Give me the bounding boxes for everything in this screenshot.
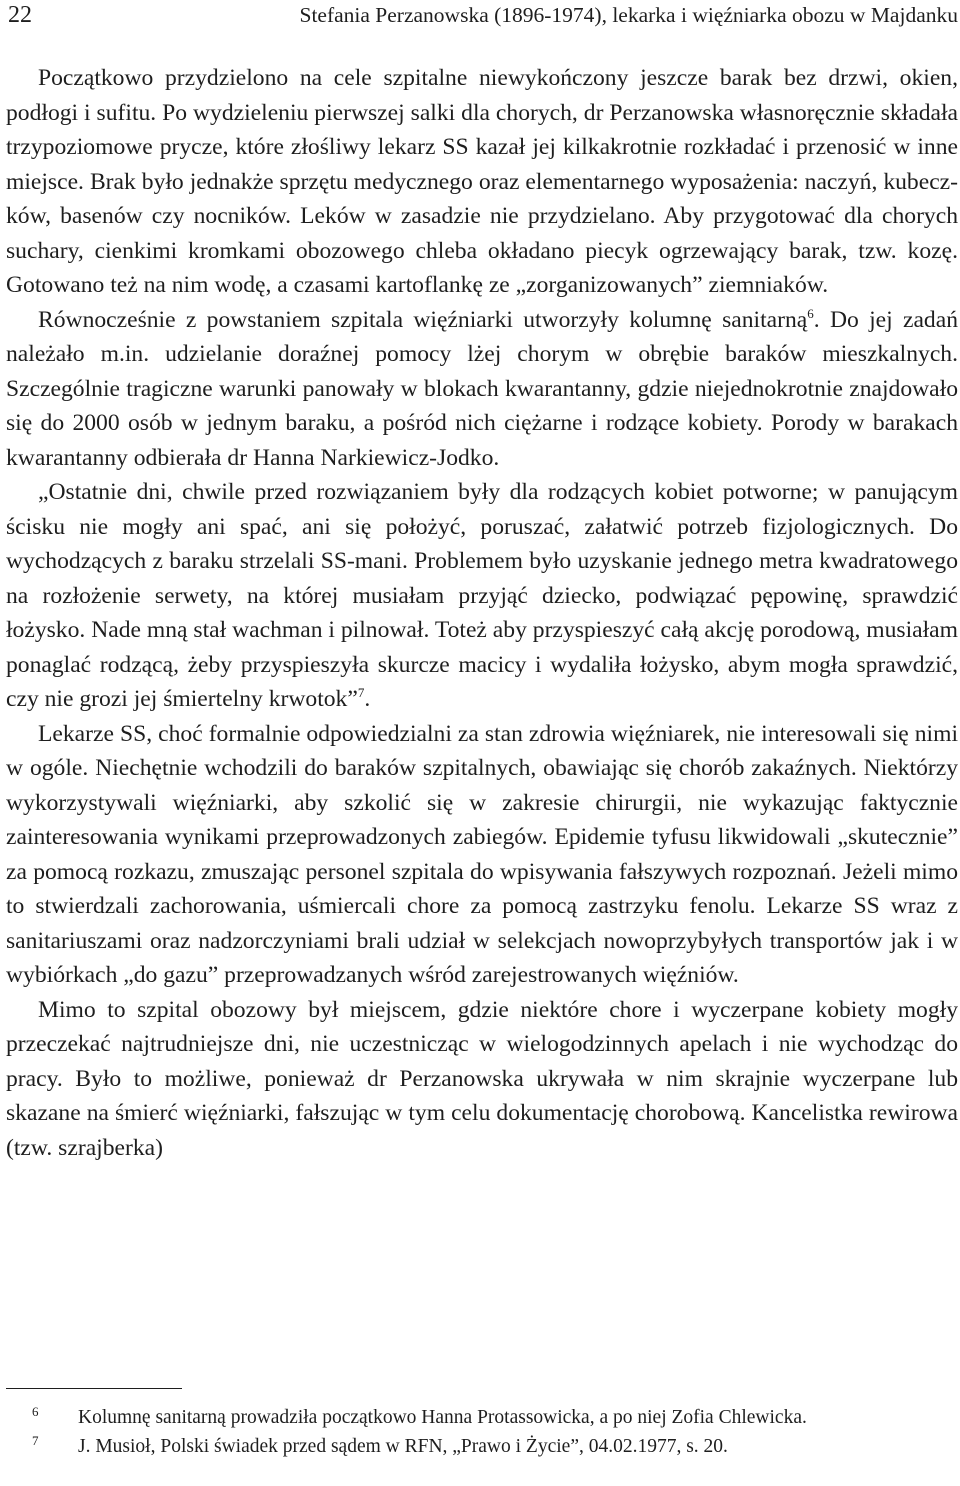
footnote-text: J. Musioł, Polski świadek przed sądem w RFN, „Prawo i Życie”, 04.02.1977, s. 20. xyxy=(78,1436,728,1457)
footnote-reference: 7 xyxy=(357,685,365,700)
footnotes xyxy=(6,1403,956,1461)
paragraph xyxy=(6,303,958,476)
paragraph: Lekarze SS, choć formalnie odpowiedzialni za stan zdrowia więźniarek, nie interesowali się nimi w ogóle. Niechętnie wchodzili do baraków szpitalnych, obawiając się chorób zakaźnych. Niektórzy wykorzystywali więźniarki, aby szkolić się w zakresie chirurgii, nie wykazując faktycznie zainteresowania wynikami przeprowadzonych zabiegów. Epidemie tyfusu likwidowali „skutecznie” za pomocą rozkazu, zmuszając personel szpitala do wpisywania fałszywych rozpoznań. Jeżeli mimo to stwierdzali zachorowania, uśmiercali chore za pomocą zastrzyku fenolu. Lekarze SS wraz z sanitariuszami oraz nadzorczyniami brali udział w selekcjach nowoprzybyłych transportów jak i w wybiórkach „do gazu” przeprowadzanych wśród zarejestrowanych więźniów. xyxy=(6,720,958,988)
footnote-reference: 6 xyxy=(807,305,814,321)
page-number: 22 xyxy=(8,2,32,28)
paragraph: Mimo to szpital obozowy był miejscem, gdzie niektóre chore i wyczerpane kobiety mogły przeczekać najtrudniejsze dni, nie uczestnicząc w wielogodzinnych apelach i nie wychodząc do pracy. Było to możliwe, ponieważ dr Perzanowska ukrywała w nim skrajnie wyczerpane lub skazane na śmierć więźniarki, fałszując w tym celu dokumentację chorobową. Kancelistka rewirowa (tzw. szrajberka) xyxy=(6,996,958,1161)
footnote xyxy=(6,1403,956,1432)
paragraph-text: . Do jej zadań należało m.in. udzielanie doraźnej pomocy lżej chorym w obrębie baraków mieszkalnych. Szczególnie tragiczne warunki panowały w blokach kwarantanny, gdzie niejednokrotnie znajdowało się do 2000 osób w jednym baraku, a pośród nich ciężarne i rodzące kobiety. Porody w barakach kwarantanny odbierała dr Hanna Narkiewicz-Jodko. xyxy=(6,306,958,471)
paragraph-text: Równocześnie z powstaniem szpitala więźniarki utworzyły kolumnę sanitarną xyxy=(38,306,808,333)
paragraph-text: . xyxy=(364,686,371,712)
footnote-number: 7 xyxy=(32,1433,39,1448)
footnote-number: 6 xyxy=(32,1404,39,1419)
footnote xyxy=(6,1432,956,1461)
footnote-text: Kolumnę sanitarną prowadziła początkowo Hanna Protassowicka, a po niej Zofia Chlewicka. xyxy=(78,1407,807,1428)
running-title: Stefania Perzanowska (1896-1974), lekarka i więźniarka obozu w Majdanku xyxy=(299,3,958,27)
quote-paragraph xyxy=(6,475,958,717)
page-header xyxy=(8,0,958,34)
footnote-divider xyxy=(6,1388,182,1389)
paragraph-text: „Ostatnie dni, chwile przed rozwiązaniem były dla rodzących kobiet potworne; w panującym ścisku nie mogły ani spać, ani się położyć, poruszać, załatwić potrzeb fizjologicznych. Do wychodzących z baraku strzelali SS-mani. Problemem było uzyskanie jednego metra kwadratowego na rozłożenie serwety, na której musiałam przyjąć dziecko, podwiązać pępowinę, sprawdzić łożysko. Nade mną stał wachman i pilnował. Toteż aby przyspieszyć całą akcję porodową, musiałam ponaglać rodzącą, żeby przyspieszyła skurcze macicy i wydaliła łożysko, abym mogła sprawdzić, czy nie grozi jej śmiertelny krwotok” xyxy=(6,479,958,712)
paragraph: Początkowo przydzielono na cele szpitalne niewykończony jeszcze barak bez drzwi, okien, podłogi i sufitu. Po wydzieleniu pierwszej salki dla chorych, dr Perzanowska własnoręcznie składała trzypoziomowe prycze, które złośliwy lekarz SS kazał jej kilkakrotnie rozkładać i przenosić w inne miejsce. Brak było jednakże sprzętu medycznego oraz elementarnego wyposażenia: naczyń, kubeczków, basenów czy nocników. Leków w zasadzie nie przydzielano. Aby przygotować dla chorych suchary, cienkimi kromkami obozowego chleba okładano piecyk ogrzewający barak, tzw. kozę. Gotowano też na nim wodę, a czasami kartoflankę ze „zorganizowanych” ziemniaków. xyxy=(6,65,958,298)
main-text xyxy=(6,61,958,1165)
